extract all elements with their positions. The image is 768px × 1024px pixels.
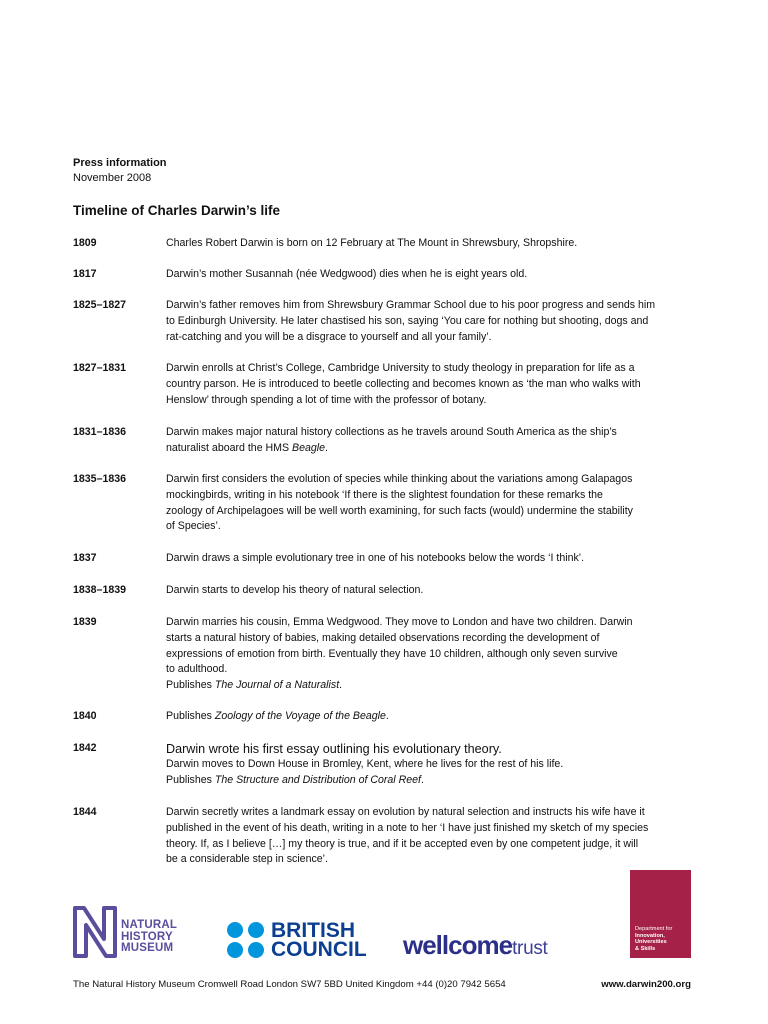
bc-line: COUNCIL <box>271 938 367 961</box>
text-segment: Publishes <box>166 710 215 722</box>
wellcome-trust-logo <box>403 930 593 962</box>
text-segment: to adulthood. <box>166 663 228 676</box>
dius-line: Innovation, <box>635 932 665 939</box>
timeline-line <box>166 377 703 393</box>
timeline-year: 1840 <box>73 710 97 722</box>
italic-title: The Structure and Distribution of Coral Reef <box>214 773 421 786</box>
timeline-entry <box>73 425 703 457</box>
timeline-year: 1839 <box>73 616 97 628</box>
timeline-entry <box>73 551 703 567</box>
timeline-entry <box>73 741 703 789</box>
dius-line: & Skills <box>635 945 656 952</box>
text-segment: naturalist aboard the HMS <box>166 441 293 454</box>
timeline-description <box>166 361 703 408</box>
nhm-line: HISTORY <box>121 930 173 943</box>
timeline-line <box>166 425 703 441</box>
timeline-description <box>166 236 703 252</box>
timeline-entry <box>73 583 703 599</box>
dius-line: Universities <box>635 939 667 946</box>
text-segment: zoology of Archipelagoes will be well worth examining, for such facts (would) undermine the stability <box>166 504 633 517</box>
text-segment: Darwin moves to Down House in Bromley, Kent, where he lives for the rest of his life. <box>166 758 564 770</box>
text-segment: Publishes <box>166 773 215 786</box>
timeline-description <box>166 472 703 535</box>
dius-wordmark <box>635 926 672 952</box>
natural-history-museum-logo <box>72 905 192 961</box>
press-date: November 2008 <box>73 172 152 184</box>
timeline-description <box>166 741 703 789</box>
text-segment: Darwin’s father removes him from Shrewsbury Grammar School due to his poor progress and sends him <box>166 299 656 311</box>
nhm-wordmark <box>121 920 177 955</box>
footer-url: www.darwin200.org <box>601 979 691 990</box>
timeline-year: 1838–1839 <box>73 584 127 596</box>
text-segment: Darwin draws a simple evolutionary tree in one of his notebooks below the words ‘I think’. <box>166 552 585 564</box>
timeline-description <box>166 551 703 567</box>
timeline-line <box>166 615 703 631</box>
timeline-entry <box>73 472 703 535</box>
timeline-line <box>166 330 703 346</box>
timeline-line <box>166 267 703 283</box>
timeline-description <box>166 298 703 345</box>
timeline-line <box>166 805 703 821</box>
text-segment: Darwin’s mother Susannah (née Wedgwood) dies when he is eight years old. <box>166 268 528 280</box>
timeline-line <box>166 837 703 853</box>
timeline-entry <box>73 615 703 694</box>
british-council-logo <box>225 920 365 964</box>
timeline-year: 1809 <box>73 237 97 249</box>
text-segment: Darwin enrolls at Christ’s College, Cambridge University to study theology in preparation for life as a <box>166 362 635 374</box>
timeline-year: 1842 <box>73 742 97 754</box>
timeline-year: 1831–1836 <box>73 426 127 438</box>
wellcome-wordmark: wellcome <box>403 930 513 960</box>
timeline-entry <box>73 236 703 252</box>
text-segment: starts a natural history of babies, making detailed observations recording the development of <box>166 631 600 644</box>
timeline-line <box>166 314 703 330</box>
timeline-entry <box>73 709 703 725</box>
timeline-year: 1837 <box>73 552 97 564</box>
text-segment: be a considerable step in science’. <box>166 853 328 866</box>
timeline-line <box>166 757 703 773</box>
timeline-entry <box>73 361 703 408</box>
italic-title: The Journal of a Naturalist <box>214 679 340 692</box>
timeline-description <box>166 583 703 599</box>
nhm-n-icon <box>72 905 118 959</box>
text-segment: Darwin secretly writes a landmark essay on evolution by natural selection and instructs his wife have it <box>166 806 645 818</box>
timeline-line <box>166 647 703 663</box>
timeline-line <box>166 678 703 694</box>
bc-line: BRITISH <box>271 919 355 942</box>
timeline-line <box>166 298 703 314</box>
timeline-description <box>166 425 703 457</box>
text-segment: Darwin marries his cousin, Emma Wedgwood. They move to London and have two children. Darwin <box>166 616 633 628</box>
nhm-line: MUSEUM <box>121 942 174 954</box>
timeline-line <box>166 709 703 725</box>
text-segment: Darwin starts to develop his theory of natural selection. <box>166 584 424 596</box>
timeline-description <box>166 267 703 283</box>
timeline-description <box>166 709 703 725</box>
dius-line: Department for <box>635 926 673 932</box>
text-segment: . <box>420 773 424 786</box>
timeline-line <box>166 551 703 567</box>
text-segment: mockingbirds, writing in his notebook ‘If there is the slightest foundation for these remarks the <box>166 488 603 501</box>
text-segment: rat-catching and you will be a disgrace to yourself and all your family’. <box>166 330 492 343</box>
timeline-line <box>166 488 703 504</box>
page-title: Timeline of Charles Darwin’s life <box>73 203 281 218</box>
timeline-line <box>166 361 703 377</box>
timeline-line <box>166 393 703 409</box>
text-segment: . <box>339 679 343 692</box>
timeline-year: 1827–1831 <box>73 362 127 374</box>
text-segment: theory. If, as I believe […] my theory is true, and if it be accepted even by one competent judge, it will <box>166 837 639 850</box>
press-label: Press information <box>73 157 167 169</box>
text-segment: expressions of emotion from birth. Eventually they have 10 children, although only seven survive <box>166 647 618 660</box>
italic-title: Beagle <box>292 441 326 454</box>
timeline-entry <box>73 267 703 283</box>
timeline-year: 1844 <box>73 806 97 818</box>
british-council-dots-icon <box>225 920 267 960</box>
text-segment: Henslow’ through spending a lot of time with the professor of botany. <box>166 393 487 406</box>
timeline-line <box>166 741 703 757</box>
timeline-entry <box>73 805 703 868</box>
timeline-line <box>166 662 703 678</box>
text-segment: . <box>385 710 389 722</box>
timeline-line <box>166 631 703 647</box>
timeline-year: 1825–1827 <box>73 299 127 311</box>
timeline-line <box>166 504 703 520</box>
british-council-wordmark <box>271 921 367 959</box>
italic-title: Zoology of the Voyage of the Beagle <box>214 710 386 722</box>
text-segment: . <box>325 441 328 454</box>
timeline-line <box>166 821 703 837</box>
timeline-line <box>166 236 703 252</box>
nhm-line: NATURAL <box>121 919 178 931</box>
timeline-line <box>166 472 703 488</box>
timeline-year: 1835–1836 <box>73 473 127 485</box>
timeline-line <box>166 441 703 457</box>
text-segment: Darwin makes major natural history collections as he travels around South America as the ship’s <box>166 426 617 438</box>
timeline-line <box>166 773 703 789</box>
timeline-entry <box>73 298 703 345</box>
timeline-line <box>166 852 703 868</box>
dius-logo <box>630 870 691 958</box>
timeline-year: 1817 <box>73 268 97 280</box>
text-segment: Publishes <box>166 679 215 692</box>
trust-wordmark: trust <box>512 938 548 959</box>
timeline-line <box>166 583 703 599</box>
text-segment: to Edinburgh University. He later chastised his son, saying ‘You care for nothing but shooting, dogs and <box>166 314 649 327</box>
timeline-description <box>166 805 703 868</box>
timeline-line <box>166 519 703 535</box>
text-segment: of Species’. <box>166 520 221 533</box>
text-segment: Darwin first considers the evolution of species while thinking about the variations among Galapagos <box>166 473 633 485</box>
text-segment: Darwin wrote his first essay outlining his evolutionary theory. <box>166 742 502 756</box>
timeline-description <box>166 615 703 694</box>
text-segment: Charles Robert Darwin is born on 12 February at The Mount in Shrewsbury, Shropshire. <box>166 237 578 249</box>
text-segment: published in the event of his death, writing in a note to her ‘I have just finished my sketch of my species <box>166 821 649 834</box>
footer-address: The Natural History Museum Cromwell Road London SW7 5BD United Kingdom +44 (0)20 7942 5654 <box>73 979 506 990</box>
text-segment: country parson. He is introduced to beetle collecting and becomes known as ‘the man who walks with <box>166 377 641 390</box>
